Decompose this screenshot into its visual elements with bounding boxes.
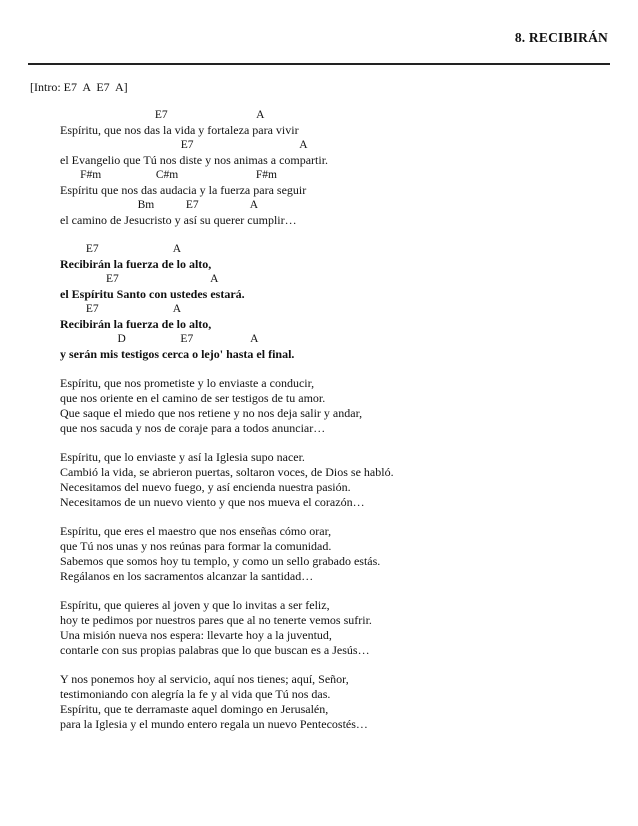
chord-line: E7 A [60, 273, 219, 285]
stanza-gap [60, 362, 620, 376]
stanza-gap [60, 658, 620, 672]
lyric-line: que nos oriente en el camino de ser testigos de tu amor. [60, 391, 326, 405]
stanza-gap [60, 510, 620, 524]
lyric-line: Espíritu, que te derramaste aquel domingo en Jerusalén, [60, 702, 329, 716]
lyric-line: Que saque el miedo que nos retiene y no nos deja salir y andar, [60, 406, 363, 420]
chorus-lyric-line: Recibirán la fuerza de lo alto, [60, 257, 212, 271]
lyric-line: Una misión nueva nos espera: llevarte hoy a la juventud, [60, 628, 332, 642]
chord-line: F#m C#m F#m [60, 169, 277, 181]
chord-line: D E7 A [60, 333, 259, 345]
lyric-line: contarle con sus propias palabras que lo que buscan es a Jesús… [60, 643, 370, 657]
stanza-gap [60, 228, 620, 242]
lyric-line: Espíritu, que quieres al joven y que lo invitas a ser feliz, [60, 598, 330, 612]
lyric-line: Cambió la vida, se abrieron puertas, soltaron voces, de Dios se habló. [60, 465, 394, 479]
lyric-line: hoy te pedimos por nuestros pares que al no tenerte vemos sufrir. [60, 613, 372, 627]
title-divider [28, 63, 610, 65]
lyric-line: Necesitamos de un nuevo viento y que nos mueva el corazón… [60, 495, 365, 509]
intro-chords: [Intro: E7 A E7 A] [30, 80, 128, 94]
chord-line: Bm E7 A [60, 199, 259, 211]
lyric-line: testimoniando con alegría la fe y al vida que Tú nos das. [60, 687, 331, 701]
song-body [60, 108, 620, 732]
stanza-4 [60, 524, 620, 584]
lyric-line: que Tú nos unas y nos reúnas para formar la comunidad. [60, 539, 332, 553]
lyric-line: Espíritu, que nos das la vida y fortaleza para vivir [60, 123, 299, 137]
chorus-lyric-line: el Espíritu Santo con ustedes estará. [60, 287, 245, 301]
stanza-gap [60, 436, 620, 450]
song-title: 8. RECIBIRÁN [514, 30, 608, 45]
chorus [60, 242, 620, 362]
stanza-gap [60, 584, 620, 598]
stanza-3 [60, 450, 620, 510]
lyric-line: Espíritu, que lo enviaste y así la Iglesia supo nacer. [60, 450, 305, 464]
stanza-2 [60, 376, 620, 436]
stanza-6 [60, 672, 620, 732]
stanza-5 [60, 598, 620, 658]
chord-line: E7 A [60, 303, 182, 315]
chord-line: E7 A [60, 139, 308, 151]
lyric-line: Espíritu, que nos prometiste y lo enviaste a conducir, [60, 376, 315, 390]
chorus-lyric-line: Recibirán la fuerza de lo alto, [60, 317, 212, 331]
lyric-line: Espíritu que nos das audacia y la fuerza para seguir [60, 183, 307, 197]
chorus-lyric-line: y serán mis testigos cerca o lejo' hasta el final. [60, 347, 295, 361]
lyric-line: Espíritu, que eres el maestro que nos enseñas cómo orar, [60, 524, 332, 538]
lyric-line: para la Iglesia y el mundo entero regala un nuevo Pentecostés… [60, 717, 368, 731]
lyric-line: el Evangelio que Tú nos diste y nos animas a compartir. [60, 153, 329, 167]
lyric-line: Y nos ponemos hoy al servicio, aquí nos tienes; aquí, Señor, [60, 672, 349, 686]
chord-line: E7 A [60, 243, 182, 255]
lyric-line: Regálanos en los sacramentos alcanzar la santidad… [60, 569, 314, 583]
lyric-line: Sabemos que somos hoy tu templo, y como un sello grabado estás. [60, 554, 381, 568]
lyric-line: el camino de Jesucristo y así su querer cumplir… [60, 213, 297, 227]
verse-1 [60, 108, 620, 228]
lyric-line: que nos sacuda y nos de coraje para a todos anunciar… [60, 421, 326, 435]
lyric-line: Necesitamos del nuevo fuego, y así encienda nuestra pasión. [60, 480, 351, 494]
chord-line: E7 A [60, 109, 265, 121]
